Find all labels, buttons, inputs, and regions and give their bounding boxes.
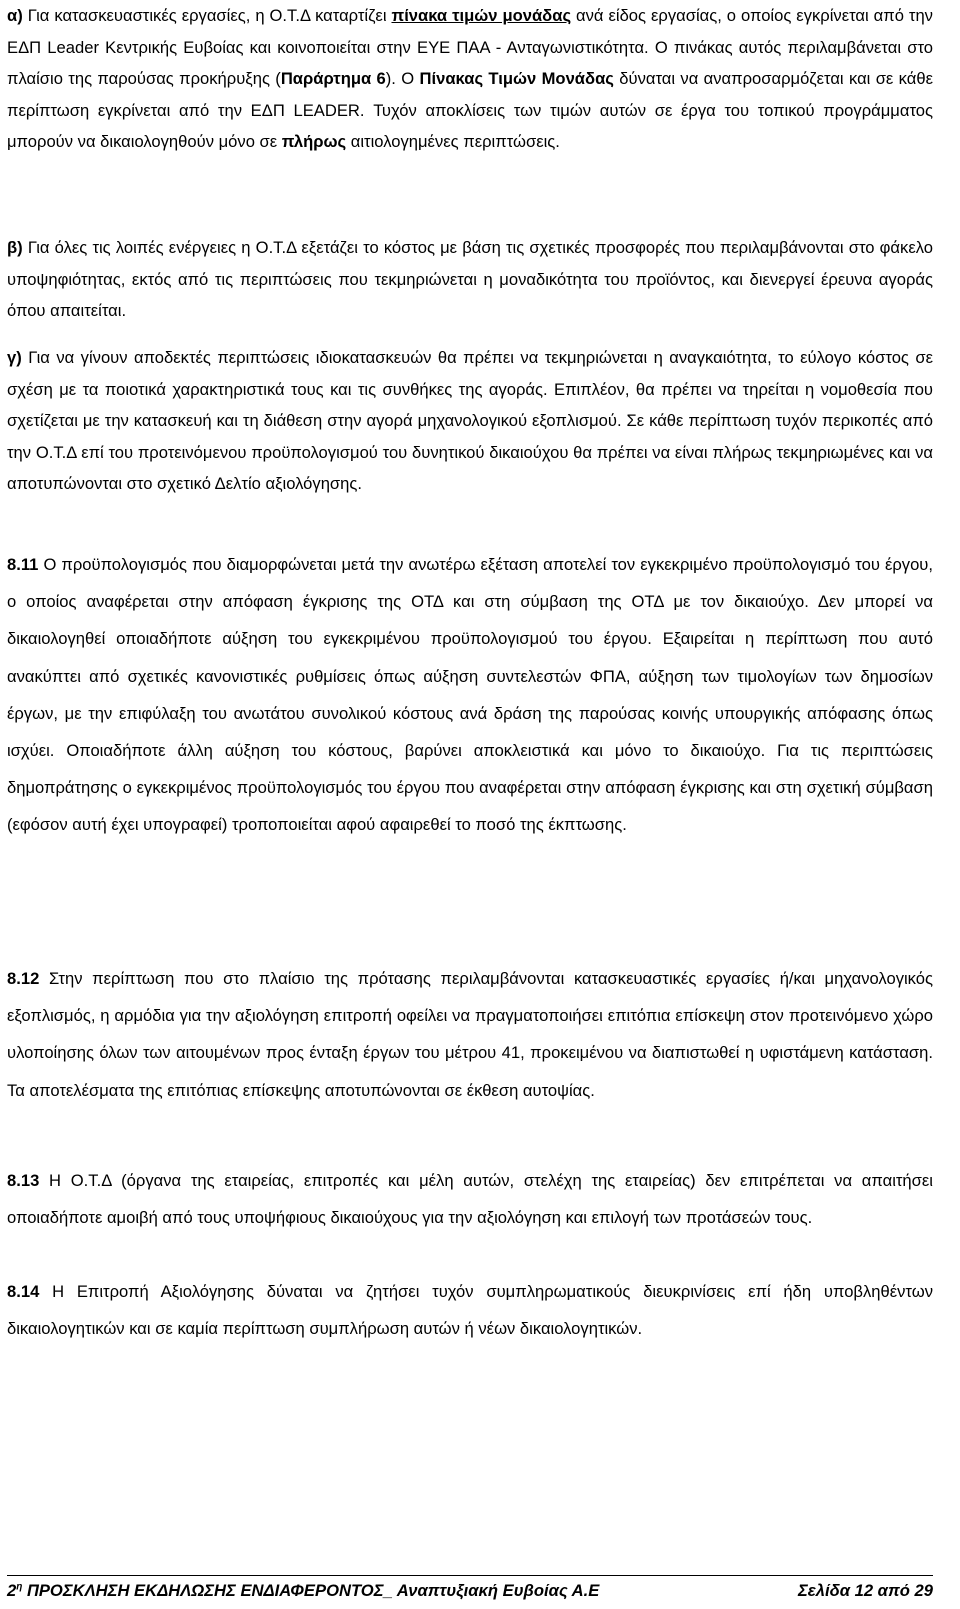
footer-ordinal-number: 2 <box>7 1581 17 1600</box>
paragraph-a <box>7 0 933 158</box>
page-number: Σελίδα 12 από 29 <box>798 1581 933 1600</box>
footer-title <box>7 1581 599 1601</box>
section-text: Ο προϋπολογισμός που διαμορφώνεται μετά την ανωτέρω εξέταση αποτελεί τον εγκεκριμένο προϋπολογισμό του έργου, ο οποίος αναφέρεται στην απόφαση έγκρισης της ΟΤΔ και στη σύμβαση της ΟΤΔ με τον δικαιούχο. Δεν μπορεί να δικαιολογηθεί οποιαδήποτε αύξηση του εγκεκριμένου προϋπολογισμού του έργου. Εξαιρείται η περίπτωση που αυτό ανακύπτει από σχετικές κανονιστικές ρυθμίσεις όπως αύξηση συντελεστών ΦΠΑ, αύξηση των τιμολογίων των δημοσίων έργων, με την επιφύλαξη του ανωτάτου συνολικού κόστους ανά δράση της παρούσας κοινής υπουργικής απόφασης όπως ισχύει. Οποιαδήποτε άλλη αύξηση του κόστους, βαρύνει αποκλειστικά και μόνο το δικαιούχο. Για τις περιπτώσεις δημοπράτησης ο εγκεκριμένος προϋπολογισμός του έργου που αναφέρεται στην απόφαση έγκρισης και στη σχετική σύμβαση (εφόσον αυτή έχει υπογραφεί) τροποποιείται αφού αφαιρεθεί το ποσό της έκπτωσης. <box>7 555 933 835</box>
paragraph-text: ). Ο <box>385 69 420 88</box>
section-number: 8.13 <box>7 1171 40 1190</box>
footer-title-text: ΠΡΟΣΚΛΗΣΗ ΕΚΔΗΛΩΣΗΣ ΕΝΔΙΑΦΕΡΟΝΤΟΣ_ Αναπτυξιακή Ευβοίας Α.Ε <box>22 1581 600 1600</box>
footer-ordinal-suffix: η <box>16 1581 23 1593</box>
section-number: 8.11 <box>7 555 39 574</box>
emphasis-annex: Παράρτημα 6 <box>280 69 386 88</box>
paragraph-text: Για να γίνουν αποδεκτές περιπτώσεις ιδιοκατασκευών θα πρέπει να τεκμηριώνεται η αναγκαιότητα, το εύλογο κόστος σε σχέση με τα ποιοτικά χαρακτηριστικά τους και τις συνθήκες της αγοράς. Επιπλέον, θα πρέπει να τηρείται η νομοθεσία που σχετίζεται με την κατασκευή και τη διάθεση στην αγορά μηχανολογικού εξοπλισμού. Σε κάθε περίπτωση τυχόν περικοπές από την Ο.Τ.Δ επί του προτεινόμενου προϋπολογισμού του δυνητικού δικαιούχου θα πρέπει να είναι πλήρως τεκμηριωμένες και να αποτυπώνονται στο σχετικό Δελτίο αξιολόγησης. <box>7 348 933 493</box>
paragraph-label: β) <box>7 238 23 257</box>
paragraph-label: γ) <box>7 348 22 367</box>
paragraph-text: ανά είδος εργασίας, ο οποίος εγκρίνεται από την ΕΔΠ Leader Κεντρικής Ευβοίας και κοινοποιείται στην ΕΥΕ ΠΑΑ - Ανταγωνιστικότητα. Ο πινάκας αυτός περιλαμβάνεται στο πλαίσιο της παρούσας προκήρυξης ( <box>7 6 933 88</box>
section-8-14 <box>7 1273 933 1347</box>
footer-divider <box>7 1575 933 1576</box>
section-text: Στην περίπτωση που στο πλαίσιο της πρότασης περιλαμβάνονται κατασκευαστικές εργασίες ή/και μηχανολογικός εξοπλισμός, η αρμόδια για την αξιολόγηση επιτροπή οφείλει να πραγματοποιήσει επιτόπια επίσκεψη στον προτεινόμενο χώρο υλοποίησης όλων των αιτουμένων προς ένταξη έργων του μέτρου 41, προκειμένου να διαπιστωθεί η υφιστάμενη κατάσταση. Τα αποτελέσματα της επιτόπιας επίσκεψης αποτυπώνονται σε έκθεση αυτοψίας. <box>7 969 933 1100</box>
paragraph-text: Για κατασκευαστικές εργασίες, η Ο.Τ.Δ καταρτίζει <box>22 6 392 25</box>
paragraph-b <box>7 232 933 327</box>
page-footer <box>7 1575 933 1609</box>
paragraph-c <box>7 342 933 500</box>
emphasis-unit-price-table-2: Πίνακας Τιμών Μονάδας <box>419 69 614 88</box>
paragraph-label: α) <box>7 6 23 25</box>
section-8-11 <box>7 546 933 844</box>
paragraph-text: Για όλες τις λοιπές ενέργειες η Ο.Τ.Δ εξετάζει το κόστος με βάση τις σχετικές προσφορές που περιλαμβάνονται στο φάκελο υποψηφιότητας, εκτός από τις περιπτώσεις που τεκμηριώνεται η μοναδικότητα του προϊόντος, και διενεργεί έρευνα αγοράς όπου απαιτείται. <box>7 238 933 320</box>
emphasis-fully: πλήρως <box>281 132 347 151</box>
paragraph-text: αιτιολογημένες περιπτώσεις. <box>346 132 560 151</box>
section-text: Η Επιτροπή Αξιολόγησης δύναται να ζητήσει τυχόν συμπληρωματικούς διευκρινίσεις επί ήδη υποβληθέντων δικαιολογητικών και σε καμία περίπτωση συμπλήρωση αυτών ή νέων δικαιολογητικών. <box>7 1282 933 1339</box>
section-text: Η Ο.Τ.Δ (όργανα της εταιρείας, επιτροπές και μέλη αυτών, στελέχη της εταιρείας) δεν επιτρέπεται να απαιτήσει οποιαδήποτε αμοιβή από τους υποψήφιους δικαιούχους για την αξιολόγηση και επιλογή των προτάσεών τους. <box>7 1171 933 1228</box>
paragraph-text: δύναται να αναπροσαρμόζεται και σε κάθε περίπτωση εγκρίνεται από την ΕΔΠ LEADER. Τυχόν αποκλίσεις των τιμών αυτών σε έργα του τοπικού προγράμματος μπορούν να δικαιολογηθούν μόνο σε <box>7 69 933 151</box>
section-number: 8.12 <box>7 969 40 988</box>
section-8-13 <box>7 1162 933 1236</box>
section-8-12 <box>7 960 933 1109</box>
section-number: 8.14 <box>7 1282 40 1301</box>
emphasis-unit-price-table: πίνακα τιμών μονάδας <box>391 6 572 25</box>
